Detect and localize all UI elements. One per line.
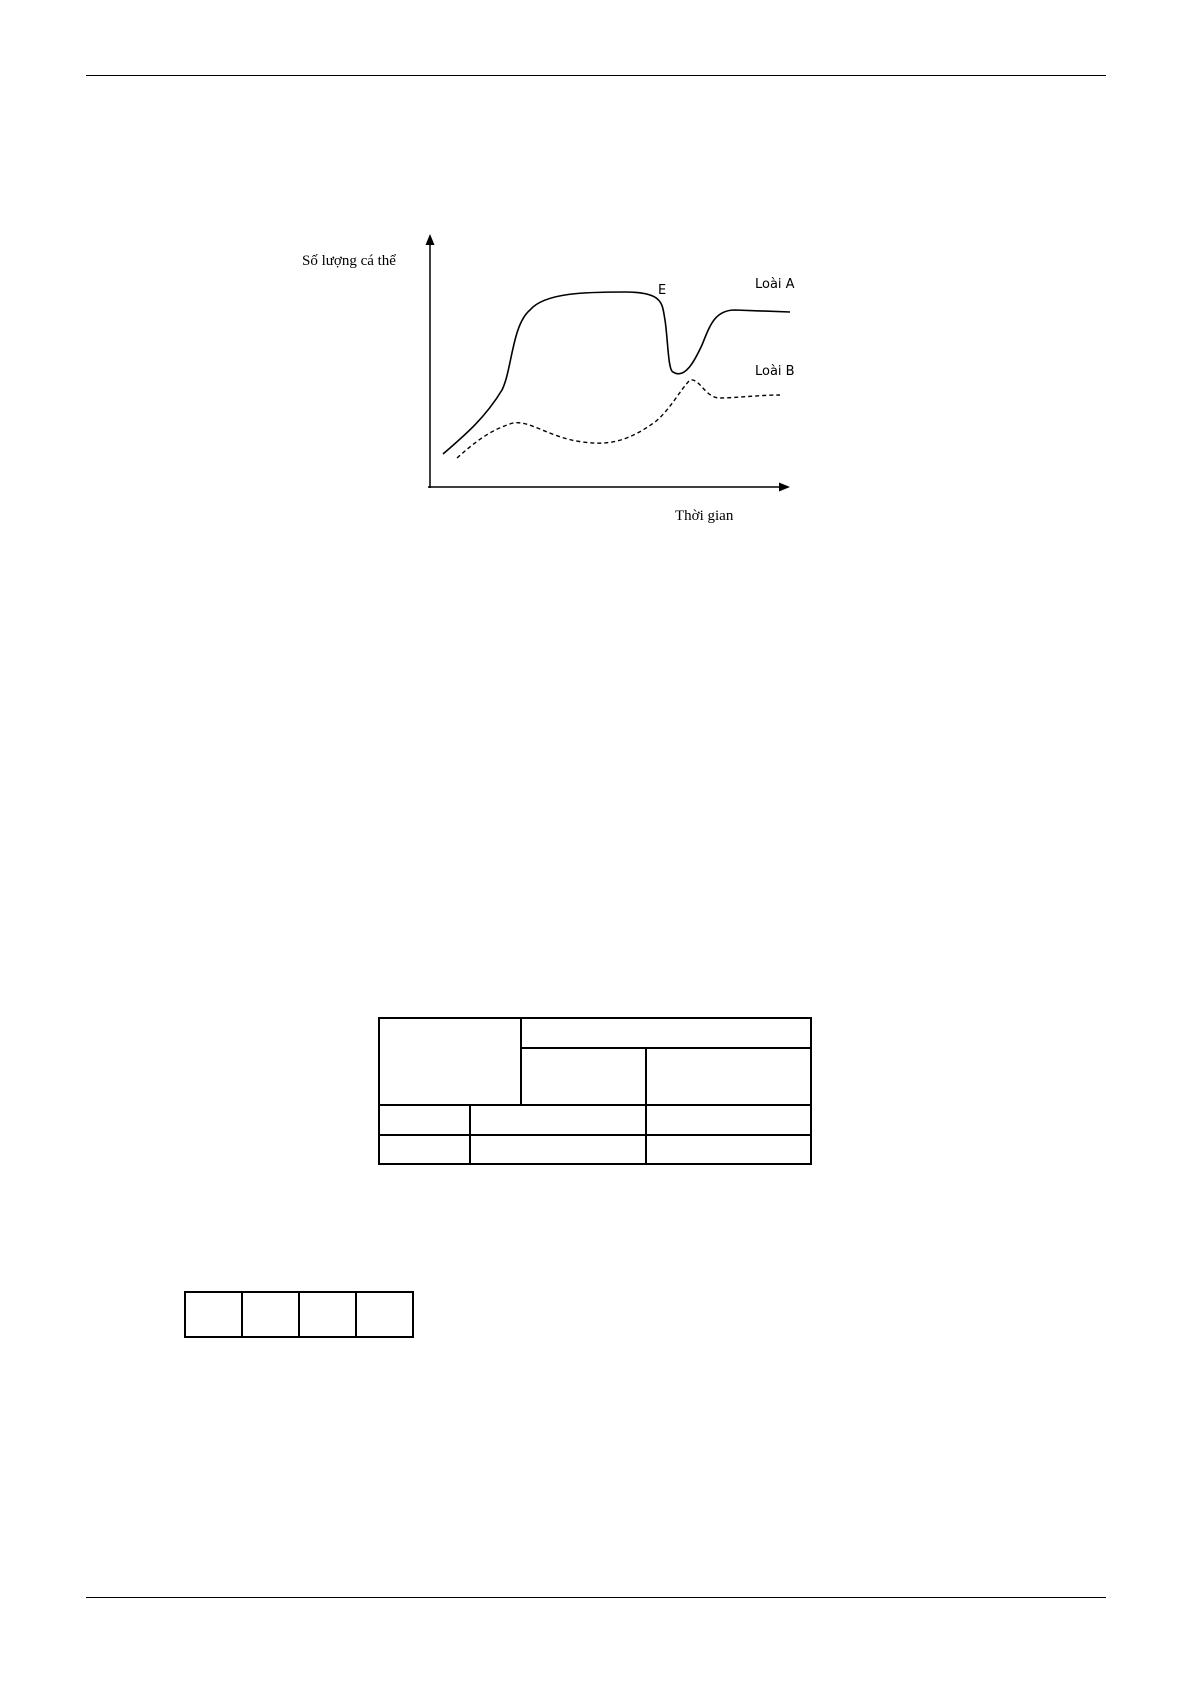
table-cell: [470, 1135, 646, 1164]
table-cell: [646, 1105, 811, 1135]
answer-grid: [184, 1291, 414, 1338]
answer-cell[interactable]: [242, 1292, 299, 1337]
table-cell: [646, 1135, 811, 1164]
table-row: [379, 1018, 811, 1048]
table-cell: [470, 1105, 646, 1135]
series-a-label: Loài A: [755, 277, 795, 292]
point-e-label: E: [658, 283, 667, 298]
table-cell: [646, 1048, 811, 1105]
table-row: [379, 1135, 811, 1164]
population-chart: [290, 230, 810, 530]
header-rule: [86, 75, 1106, 76]
y-axis-label: Số lượng cá thể: [302, 253, 396, 269]
x-axis-label: Thời gian: [675, 508, 734, 524]
series-b-line: [457, 380, 780, 458]
series-a-line: [443, 292, 790, 454]
x-axis-arrow: [779, 483, 790, 492]
table-row: [185, 1292, 413, 1337]
table-row: [379, 1105, 811, 1135]
footer-rule: [86, 1597, 1106, 1598]
answer-cell[interactable]: [356, 1292, 413, 1337]
table-cell: [379, 1018, 521, 1105]
answer-cell[interactable]: [299, 1292, 356, 1337]
table-cell: [379, 1105, 470, 1135]
y-axis-arrow: [426, 234, 435, 245]
population-figure: [290, 230, 810, 530]
series-b-label: Loài B: [755, 364, 795, 379]
answer-cell[interactable]: [185, 1292, 242, 1337]
table-cell: [521, 1048, 645, 1105]
table-cell: [379, 1135, 470, 1164]
data-table: [378, 1017, 812, 1165]
table-cell: [521, 1018, 811, 1048]
